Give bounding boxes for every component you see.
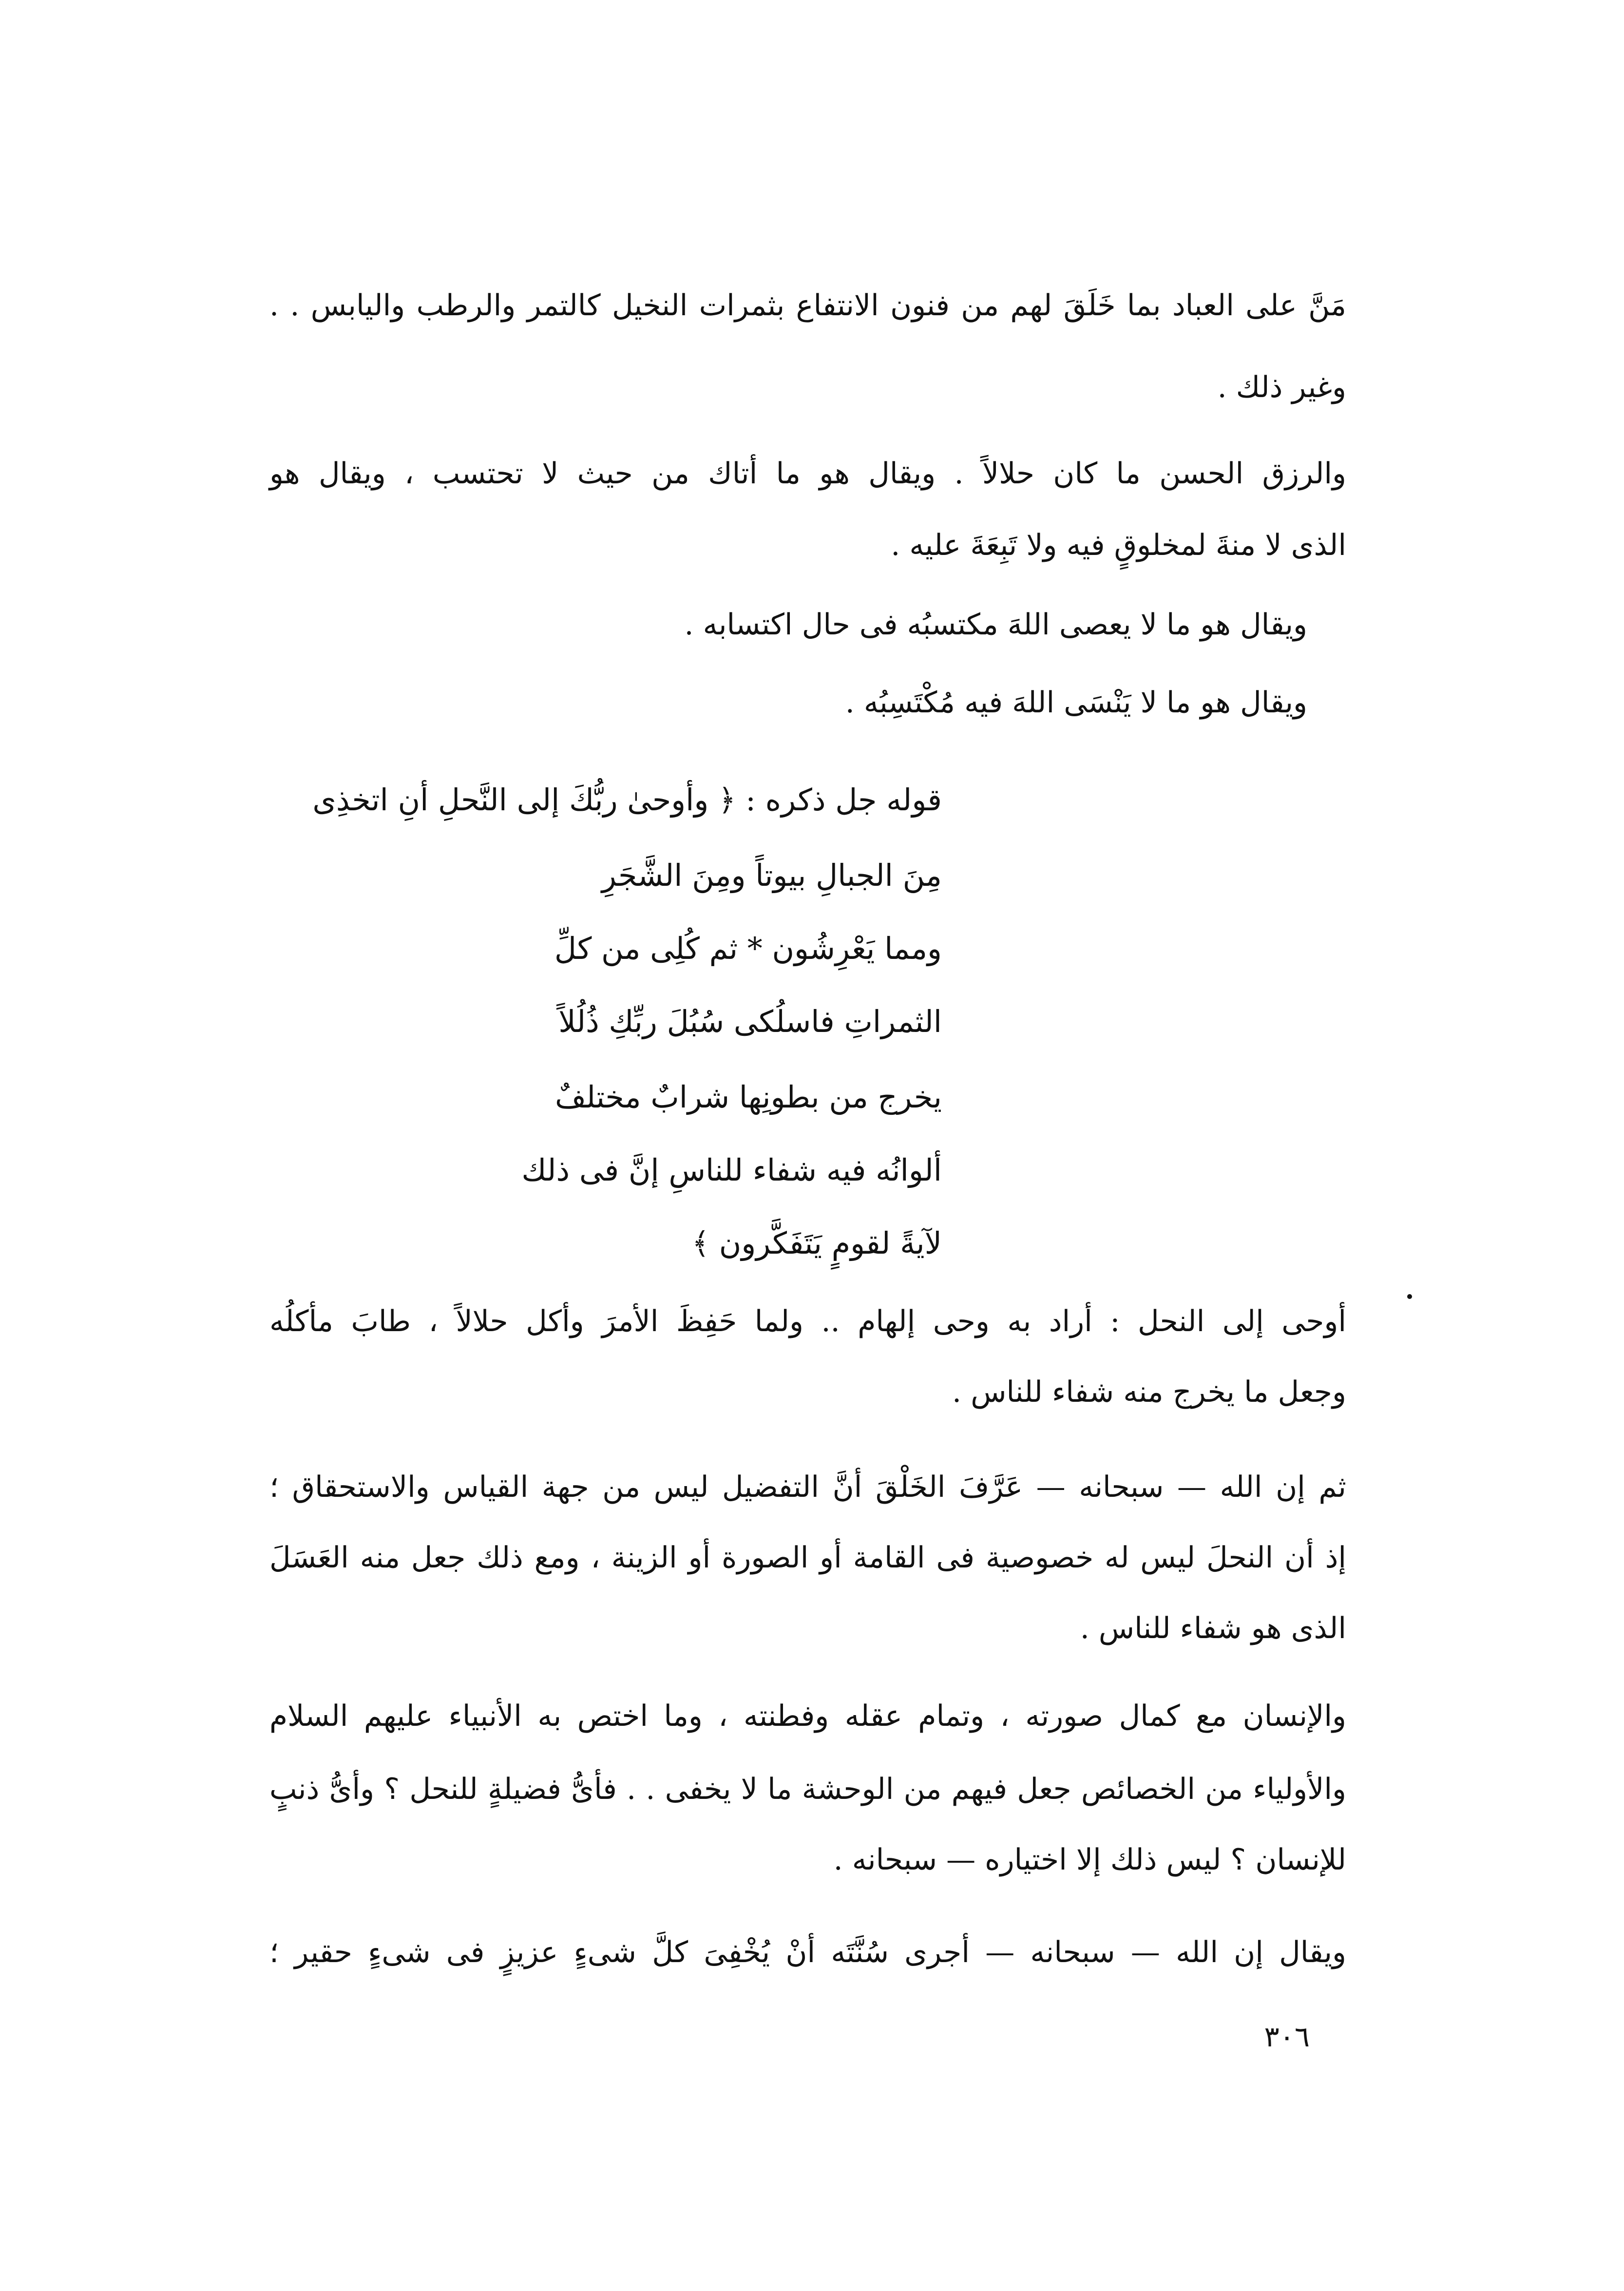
text-line: ويقال إن الله — سبحانه — أجرى سُنَّتَه أنْ يُخْفِىَ كلَّ شىءٍ عزيزٍ فى شىءٍ حقير ؛	[269, 1935, 1346, 1969]
text-line: ويقال هو ما لا يعصى اللهَ مكتسبُه فى حال اكتسابه .	[684, 608, 1307, 642]
verse-line: ومما يَعْرِشُون * ثم كُلِى من كلِّ	[554, 931, 942, 966]
text-line: ويقال هو ما لا يَنْسَى اللهَ فيه مُكْتَسِبُه .	[845, 686, 1307, 720]
text-line: أوحى إلى النحل : أراد به وحى إلهام .. ولما حَفِظَ الأمرَ وأكل حلالاً ، طابَ مأكلُه	[269, 1304, 1346, 1338]
verse-line: مِنَ الجبالِ بيوتاً ومِنَ الشَّجَرِ	[601, 858, 942, 893]
text-line: مَنَّ على العباد بما خَلَقَ لهم من فنون الانتفاع بثمرات النخيل كالتمر والرطب واليابس . .	[269, 288, 1346, 323]
text-line: الذى هو شفاء للناس .	[1080, 1611, 1346, 1645]
verse-line: ألوانُه فيه شفاء للناسِ إنَّ فى ذلك	[521, 1152, 942, 1188]
text-line: والرزق الحسن ما كان حلالاً . ويقال هو ما أتاك من حيث لا تحتسب ، ويقال هو	[269, 457, 1346, 491]
verse-line: قوله جل ذكره : ﴿ وأوحىٰ ربُّكَ إلى النَّحلِ أنِ اتخذِى	[312, 782, 942, 818]
text-line: والإنسان مع كمال صورته ، وتمام عقله وفطنته ، وما اختص به الأنبياء عليهم السلام	[269, 1699, 1346, 1733]
verse-line: الثمراتِ فاسلُكى سُبُلَ ربِّكِ ذُلُلاً	[558, 1004, 942, 1039]
text-line: للإنسان ؟ ليس ذلك إلا اختياره — سبحانه .	[833, 1843, 1346, 1877]
page-number: ٣٠٦	[1264, 2020, 1310, 2053]
text-line: والأولياء من الخصائص جعل فيهم من الوحشة ما لا يخفى . . فأىُّ فضيلةٍ للنحل ؟ وأىُّ ذنبٍ	[269, 1772, 1346, 1806]
verse-line: لآيةً لقومٍ يَتَفَكَّرون ﴾	[691, 1225, 942, 1261]
verse-line: يخرج من بطونِها شرابٌ مختلفٌ	[554, 1079, 942, 1115]
print-speck	[1407, 1294, 1412, 1299]
text-line: الذى لا منةَ لمخلوقٍ فيه ولا تَبِعَةَ عليه .	[891, 528, 1346, 562]
text-line: وجعل ما يخرج منه شفاء للناس .	[952, 1375, 1346, 1409]
text-line: ثم إن الله — سبحانه — عَرَّفَ الخَلْقَ أنَّ التفضيل ليس من جهة القياس والاستحقاق ؛	[269, 1470, 1346, 1504]
text-line: إذ أن النحلَ ليس له خصوصية فى القامة أو الصورة أو الزينة ، ومع ذلك جعل منه العَسَلَ	[269, 1541, 1346, 1575]
text-line: وغير ذلك .	[1217, 370, 1346, 404]
